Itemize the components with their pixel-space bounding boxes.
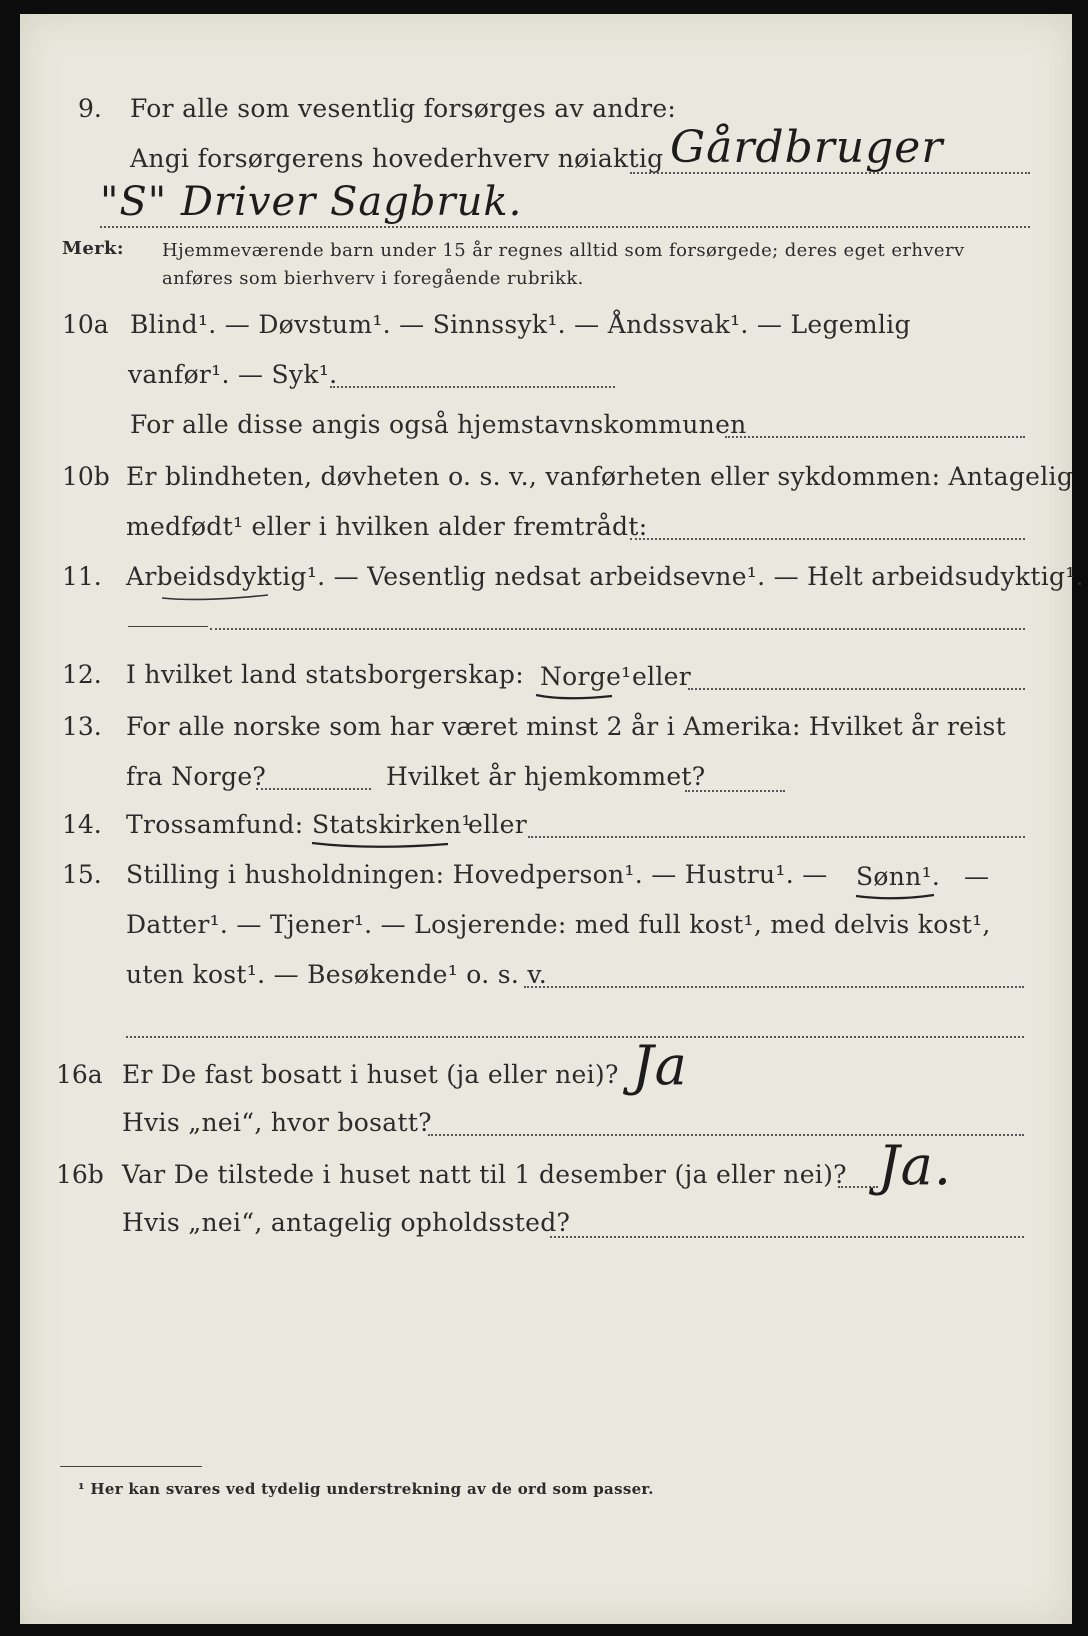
- q15-line2: Datter¹. — Tjener¹. — Losjerende: med full kost¹, med delvis kost¹,: [126, 910, 991, 939]
- q15-sonn: Sønn¹.: [856, 862, 941, 891]
- q13-number: 13.: [62, 712, 102, 741]
- q16b-answer-line2: [550, 1236, 1024, 1238]
- q13-hjemkommet-line: [685, 790, 785, 792]
- q16b-answer-line: [838, 1186, 878, 1188]
- footnote-text: ¹ Her kan svares ved tydelig understrekning av de ord som passer.: [78, 1480, 654, 1498]
- merk-line1: Hjemmeværende barn under 15 år regnes alltid som forsørgede; deres eget erhverv: [162, 240, 965, 261]
- q10a-line2: vanfør¹. — Syk¹.: [128, 360, 338, 389]
- q10a-hjemstavn-line: [725, 436, 1025, 438]
- merk-line2: anføres som bierhverv i foregående rubrikk.: [162, 268, 584, 289]
- q11-number: 11.: [62, 562, 102, 591]
- q10a-line3: For alle disse angis også hjemstavnskommunen: [130, 410, 747, 439]
- q15-answer-line2: [126, 1036, 1024, 1038]
- q13-reist-line: [256, 788, 371, 790]
- q12-number: 12.: [62, 660, 102, 689]
- q10b-line2: medfødt¹ eller i hvilken alder fremtrådt:: [126, 512, 648, 541]
- q12-suffix: eller: [632, 662, 692, 691]
- q16b-line1: Var De tilstede i huset natt til 1 desember (ja eller nei)?: [122, 1160, 847, 1189]
- q16a-line1: Er De fast bosatt i huset (ja eller nei)?: [122, 1060, 619, 1089]
- q14-answer-line: [528, 836, 1025, 838]
- q12-prefix: I hvilket land statsborgerskap:: [126, 660, 524, 689]
- q12-norge-underline: [534, 692, 614, 700]
- q13-line2b: Hvilket år hjemkommet?: [386, 762, 706, 791]
- q12-norge: Norge¹: [540, 662, 632, 691]
- q16b-line2: Hvis „nei“, antagelig opholdssted?: [122, 1208, 571, 1237]
- q12-answer-line: [688, 688, 1025, 690]
- q15-line3: uten kost¹. — Besøkende¹ o. s. v.: [126, 960, 548, 989]
- q16a-handwritten-answer: Ja: [632, 1034, 688, 1097]
- q15-line1a: Stilling i husholdningen: Hovedperson¹. — Hustru¹. —: [126, 860, 828, 889]
- q11-arbeidsdyktig-underline: [160, 592, 270, 600]
- q9-handwritten-answer2: "S" Driver Sagbruk.: [100, 179, 523, 225]
- q13-line2a: fra Norge?: [126, 762, 267, 791]
- q11-line-start: [128, 626, 208, 627]
- q9-handwritten-answer1: Gårdbruger: [670, 122, 944, 173]
- q9-answer-line2: [100, 226, 1030, 228]
- merk-label: Merk:: [62, 238, 124, 259]
- q11-answer-line: [210, 628, 1025, 630]
- q15-answer-line: [524, 986, 1024, 988]
- q10b-alder-line: [630, 538, 1025, 540]
- q15-sonn-underline: [854, 892, 936, 900]
- q10a-number: 10a: [62, 310, 109, 339]
- footnote-rule: [60, 1466, 202, 1467]
- q9-line2: Angi forsørgerens hovederhverv nøiaktig: [130, 144, 664, 173]
- q10a-line1: Blind¹. — Døvstum¹. — Sinnssyk¹. — Åndssvak¹. — Legemlig: [130, 310, 911, 339]
- q16b-number: 16b: [56, 1160, 104, 1189]
- q14-suffix: eller: [468, 810, 528, 839]
- q16a-line2: Hvis „nei“, hvor bosatt?: [122, 1108, 432, 1137]
- q10b-number: 10b: [62, 462, 110, 491]
- q14-statskirken: Statskirken¹: [312, 810, 472, 839]
- q9-line1: For alle som vesentlig forsørges av andre:: [130, 94, 677, 123]
- q15-line1b: —: [964, 862, 990, 891]
- q10a-syk-line: [330, 386, 615, 388]
- q15-number: 15.: [62, 860, 102, 889]
- q14-statskirken-underline: [310, 840, 450, 848]
- q16b-handwritten-answer: Ja.: [878, 1134, 953, 1197]
- q13-line1: For alle norske som har været minst 2 år i Amerika: Hvilket år reist: [126, 712, 1007, 741]
- q9-number: 9.: [78, 94, 102, 123]
- q14-prefix: Trossamfund:: [126, 810, 304, 839]
- q11-line1: Arbeidsdyktig¹. — Vesentlig nedsat arbeidsevne¹. — Helt arbeidsudyktig¹.: [126, 562, 1084, 591]
- q10b-line1: Er blindheten, døvheten o. s. v., vanførheten eller sykdommen: Antagelig: [126, 462, 1074, 491]
- q16a-number: 16a: [56, 1060, 103, 1089]
- q14-number: 14.: [62, 810, 102, 839]
- census-form-page: [20, 14, 1084, 1624]
